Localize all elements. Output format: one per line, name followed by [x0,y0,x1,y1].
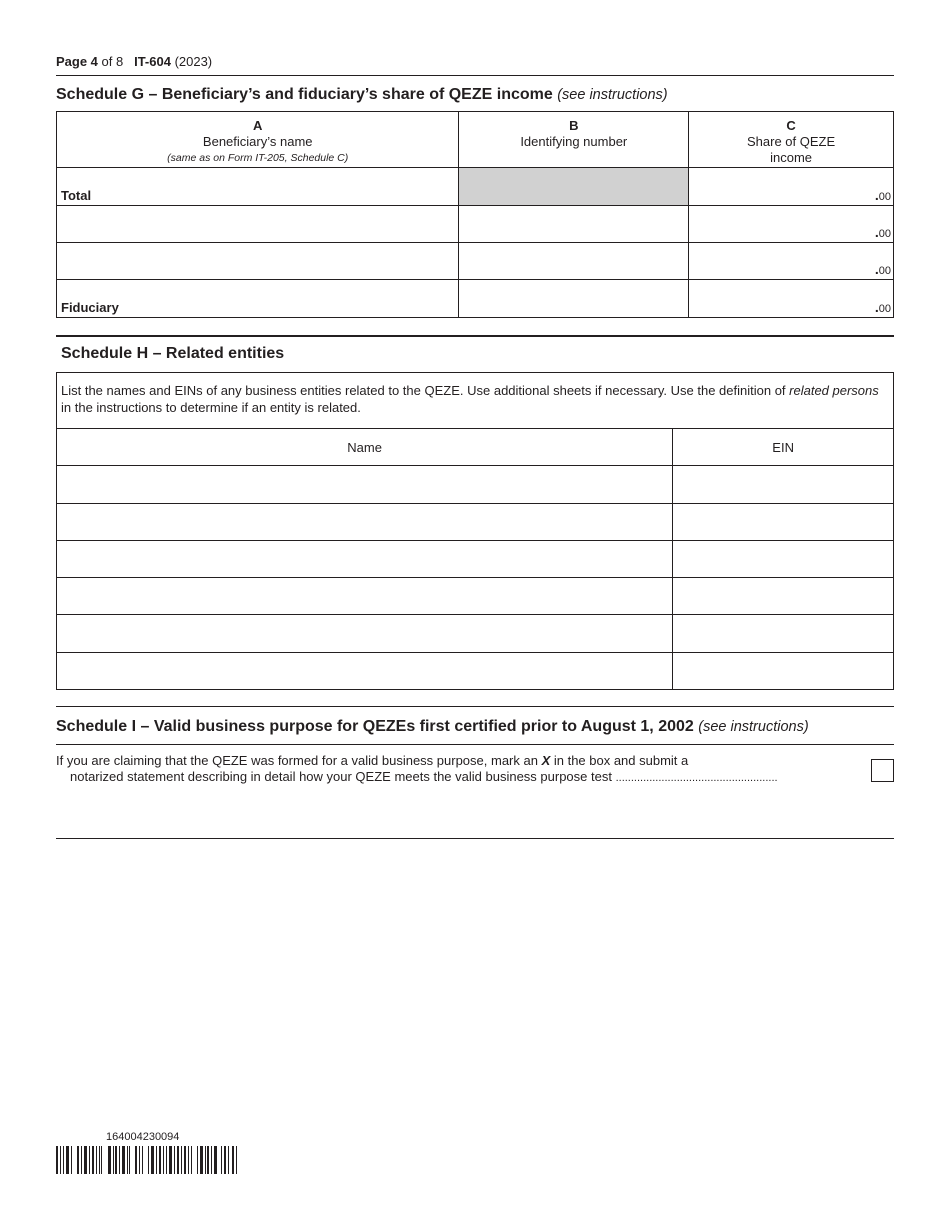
entity-row [57,466,894,504]
schedule-h-title: Schedule H – Related entities [61,345,285,362]
entity-name-field[interactable] [57,578,673,615]
entity-ein-field[interactable] [673,578,894,615]
schedule-h-table [56,428,894,690]
valid-business-purpose-checkbox[interactable] [871,759,894,782]
form-year: (2023) [174,54,213,69]
schedule-i-note: (see instructions) [698,719,809,735]
entity-ein-field[interactable] [673,653,894,690]
beneficiary-name-field[interactable] [57,243,459,280]
share-field[interactable]: .00 [689,243,894,280]
header-divider [56,75,894,76]
entity-row [57,615,894,653]
fiduciary-row [57,280,894,318]
entity-row [57,578,894,615]
entity-ein-field[interactable] [673,504,894,541]
page-total: of 8 [101,54,124,69]
column-a-header: A Beneficiary’s name (same as on Form IT-205, Schedule C) [57,112,459,168]
entity-row [57,653,894,690]
schedule-g-note: (see instructions) [557,87,668,103]
total-label: Total [57,168,459,206]
column-b-header: B Identifying number [459,112,689,168]
total-share-field[interactable]: .00 [689,168,894,206]
entity-name-field[interactable] [57,504,673,541]
entity-name-field[interactable] [57,466,673,504]
entity-name-field[interactable] [57,615,673,653]
schedule-g-title: Schedule G – Beneficiary’s and fiduciary’s share of QEZE income (see instructions) [56,86,668,103]
entity-ein-field[interactable] [673,466,894,504]
identifying-number-field[interactable] [459,206,689,243]
page-header [56,54,212,69]
schedule-i-statement: If you are claiming that the QEZE was formed for a valid business purpose, mark an X in the box and submit a notarized statement describing in detail how your QEZE meets the valid business purpose test ..................................................... [56,753,778,784]
beneficiary-row [57,206,894,243]
entity-row [57,504,894,541]
name-column-header: Name [57,429,673,466]
total-row [57,168,894,206]
schedule-h-divider [56,335,894,337]
schedule-g-table [56,111,894,318]
dot-leader: ..................................................... [615,772,778,784]
fiduciary-share-field[interactable]: .00 [689,280,894,318]
schedule-h-header-row [57,429,894,466]
total-identifying-number-shaded [459,168,689,206]
schedule-g-header-row [57,112,894,168]
entity-ein-field[interactable] [673,541,894,578]
share-field[interactable]: .00 [689,206,894,243]
entity-name-field[interactable] [57,541,673,578]
schedule-h-instructions: List the names and EINs of any business entities related to the QEZE. Use additional sheets if necessary. Use the definition of related persons in the instructions to determine if an entity is related. [56,372,894,429]
schedule-i-divider [56,706,894,707]
page-number: Page 4 [56,54,98,69]
schedule-i-title-rule [56,744,894,745]
entity-name-field[interactable] [57,653,673,690]
schedule-i-title: Schedule I – Valid business purpose for QEZEs first certified prior to August 1, 2002 (see instructions) [56,718,809,735]
column-c-header: C Share of QEZE income [689,112,894,168]
beneficiary-row [57,243,894,280]
barcode-number: 164004230094 [106,1131,180,1143]
identifying-number-field[interactable] [459,243,689,280]
bottom-divider [56,838,894,839]
beneficiary-name-field[interactable] [57,206,459,243]
ein-column-header: EIN [673,429,894,466]
barcode-icon [56,1146,240,1174]
form-id: IT-604 [134,54,171,69]
entity-row [57,541,894,578]
entity-ein-field[interactable] [673,615,894,653]
fiduciary-label: Fiduciary [57,280,459,318]
fiduciary-identifying-number-field[interactable] [459,280,689,318]
